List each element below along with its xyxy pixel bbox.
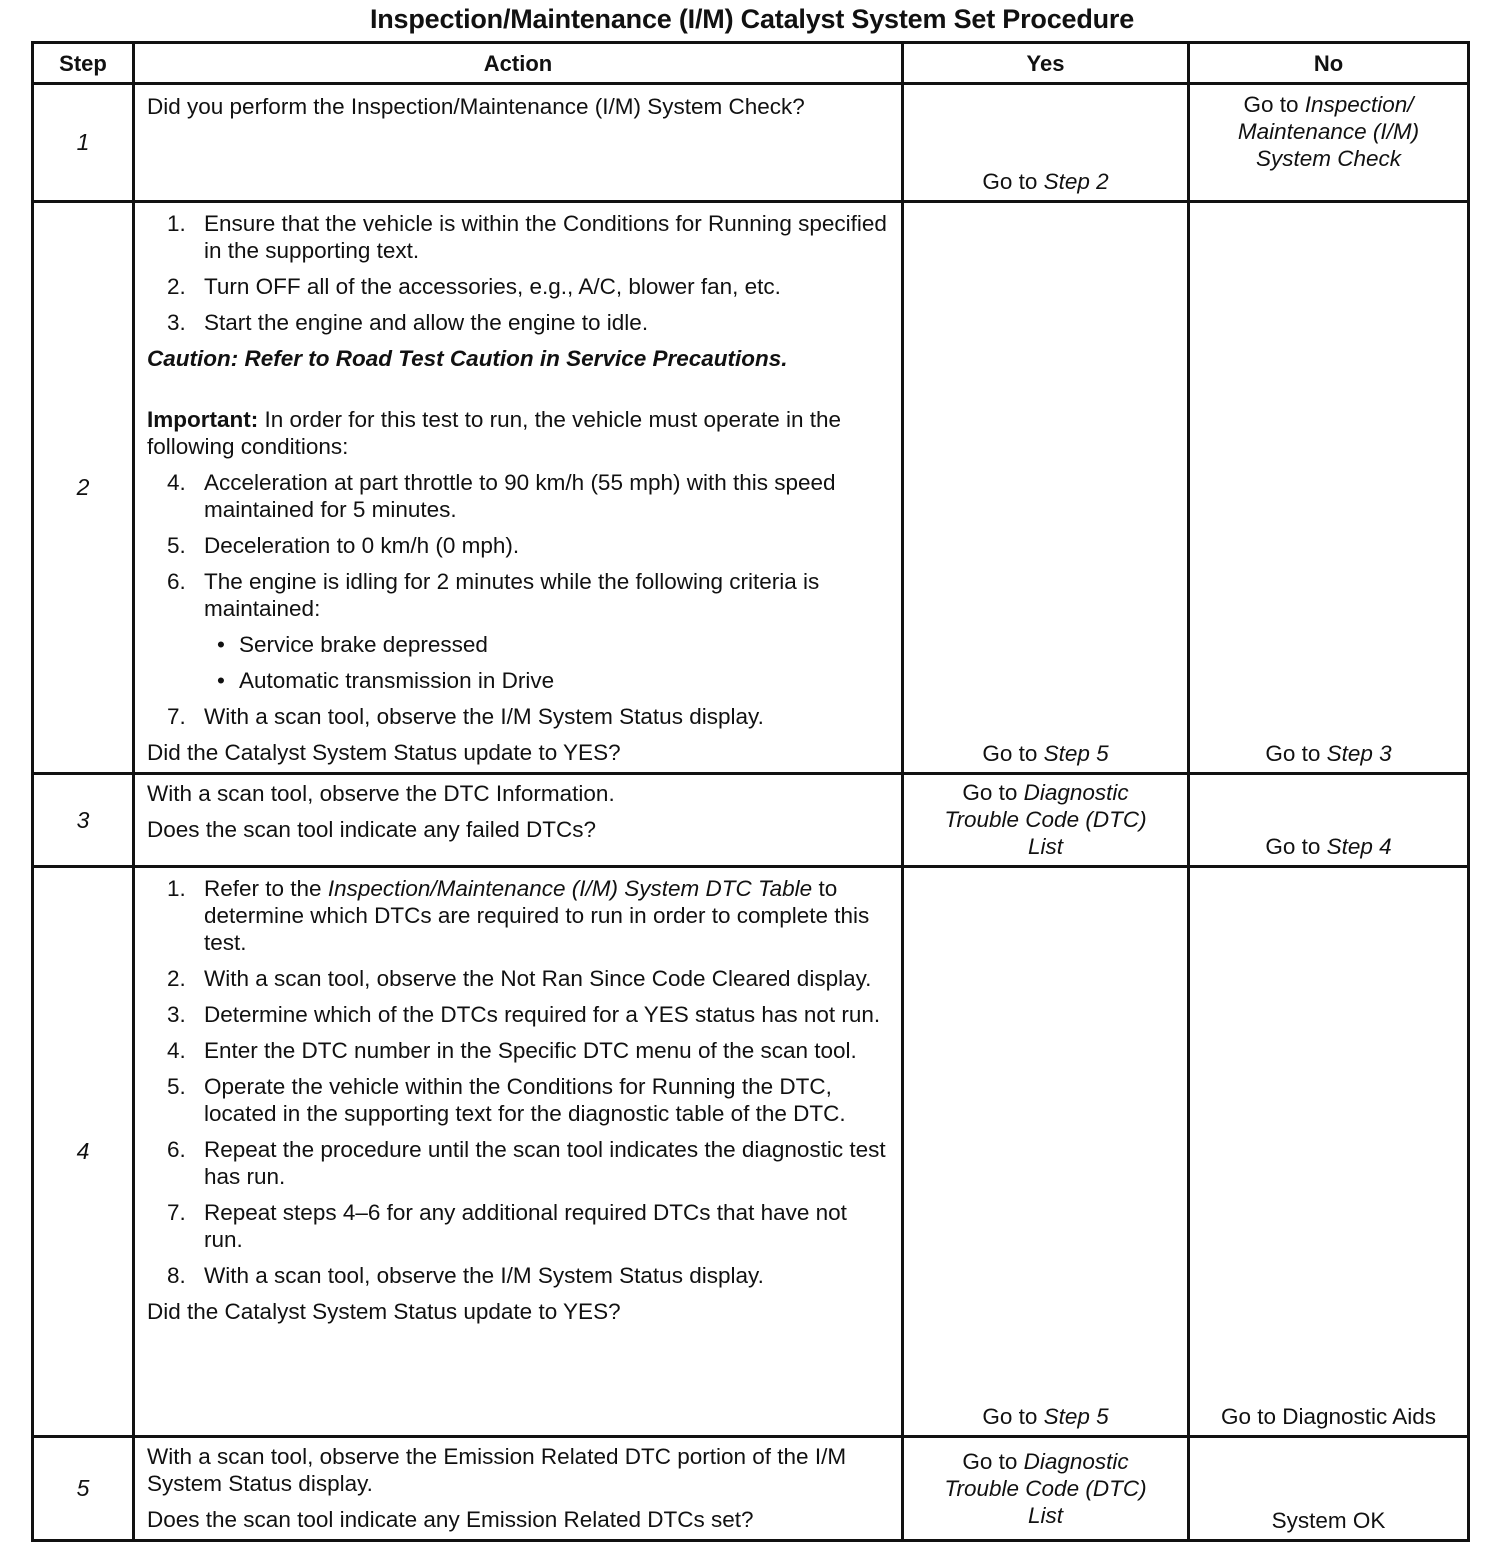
step-row-3 — [33, 774, 1469, 867]
yes-link[interactable]: Step 5 — [1043, 741, 1109, 766]
step-question: Did the Catalyst System Status update to YES? — [147, 740, 621, 765]
bullet-item: • Automatic transmission in Drive — [217, 668, 555, 693]
no-link[interactable]: Inspection/ Maintenance (I/M) System Check — [1237, 92, 1420, 171]
list-item: 2. Turn OFF all of the accessories, e.g., A/C, blower fan, etc. — [167, 274, 781, 299]
action-list — [147, 469, 891, 622]
yes-cell — [903, 867, 1189, 1437]
action-cell — [134, 867, 903, 1437]
no-link[interactable]: Step 4 — [1326, 834, 1392, 859]
list-item: 1. Ensure that the vehicle is within the Conditions for Running specified in the supporting text. — [167, 211, 887, 263]
step-question: Does the scan tool indicate any Emission Related DTCs set? — [147, 1507, 754, 1532]
header-step: Step — [33, 43, 134, 84]
no-link[interactable]: Step 3 — [1326, 741, 1392, 766]
step-number: 4 — [33, 867, 134, 1437]
caution-note: Caution: Refer to Road Test Caution in Service Precautions. — [147, 346, 788, 371]
step-number: 1 — [33, 84, 134, 202]
action-list — [147, 703, 891, 730]
step-row-4 — [33, 867, 1469, 1437]
header-yes: Yes — [903, 43, 1189, 84]
step-question: Did you perform the Inspection/Maintenance (I/M) System Check? — [147, 94, 805, 119]
action-cell — [134, 774, 903, 867]
list-item: 3. Determine which of the DTCs required for a YES status has not run. — [167, 1002, 881, 1027]
yes-prefix: Go to — [962, 780, 1024, 805]
no-prefix: Go to — [1265, 741, 1327, 766]
no-link[interactable]: Go to Diagnostic Aids — [1220, 1404, 1437, 1429]
step-row-2 — [33, 202, 1469, 774]
list-item: 6. The engine is idling for 2 minutes while the following criteria is maintained: — [167, 569, 820, 621]
list-item: 8. With a scan tool, observe the I/M System Status display. — [167, 1263, 764, 1288]
yes-cell — [903, 1437, 1189, 1541]
step-row-5 — [33, 1437, 1469, 1541]
step-instruction: With a scan tool, observe the DTC Information. — [147, 781, 615, 806]
action-list — [147, 210, 891, 336]
bullet-item: • Service brake depressed — [217, 632, 488, 657]
yes-prefix: Go to — [982, 1404, 1044, 1429]
no-result: System OK — [1271, 1508, 1386, 1533]
step-number: 2 — [33, 202, 134, 774]
yes-prefix: Go to — [982, 169, 1044, 194]
important-note: Important: In order for this test to run, the vehicle must operate in the following conditions: — [147, 407, 842, 459]
yes-link[interactable]: Step 5 — [1043, 1404, 1109, 1429]
no-cell — [1189, 84, 1469, 202]
no-cell — [1189, 202, 1469, 774]
step-number: 3 — [33, 774, 134, 867]
yes-link[interactable]: Diagnostic Trouble Code (DTC) List — [944, 780, 1147, 859]
yes-prefix: Go to — [962, 1449, 1024, 1474]
header-no: No — [1189, 43, 1469, 84]
list-item: 3. Start the engine and allow the engine to idle. — [167, 310, 649, 335]
yes-prefix: Go to — [982, 741, 1044, 766]
yes-link[interactable]: Step 2 — [1043, 169, 1109, 194]
no-cell — [1189, 1437, 1469, 1541]
header-row — [33, 43, 1469, 84]
step-number: 5 — [33, 1437, 134, 1541]
yes-cell — [903, 84, 1189, 202]
list-item: 4. Acceleration at part throttle to 90 km/h (55 mph) with this speed maintained for 5 minutes. — [167, 470, 836, 522]
page-title: Inspection/Maintenance (I/M) Catalyst System Set Procedure — [369, 4, 1135, 34]
list-item: 7. With a scan tool, observe the I/M System Status display. — [167, 704, 764, 729]
no-prefix: Go to — [1243, 92, 1305, 117]
procedure-table — [31, 41, 1470, 1542]
yes-cell — [903, 774, 1189, 867]
list-item: 1. Refer to the Inspection/Maintenance (I/M) System DTC Table to determine which DTCs are required to run in order to complete this test. — [167, 876, 870, 955]
step-instruction: With a scan tool, observe the Emission Related DTC portion of the I/M System Status display. — [147, 1444, 847, 1496]
dtc-table-link[interactable]: Inspection/Maintenance (I/M) System DTC Table — [327, 876, 813, 901]
step-question: Did the Catalyst System Status update to YES? — [147, 1299, 621, 1324]
list-item: 7. Repeat steps 4–6 for any additional required DTCs that have not run. — [167, 1200, 847, 1252]
list-item: 6. Repeat the procedure until the scan tool indicates the diagnostic test has run. — [167, 1137, 886, 1189]
no-prefix: Go to — [1265, 834, 1327, 859]
action-cell — [134, 202, 903, 774]
list-item: 4. Enter the DTC number in the Specific DTC menu of the scan tool. — [167, 1038, 857, 1063]
step-question: Does the scan tool indicate any failed DTCs? — [147, 817, 596, 842]
step-row-1 — [33, 84, 1469, 202]
list-item: 5. Operate the vehicle within the Conditions for Running the DTC, located in the supporting text for the diagnostic table of the DTC. — [167, 1074, 846, 1126]
yes-cell — [903, 202, 1189, 774]
action-cell — [134, 1437, 903, 1541]
action-cell — [134, 84, 903, 202]
header-action: Action — [134, 43, 903, 84]
no-cell — [1189, 867, 1469, 1437]
action-list — [147, 875, 891, 1289]
bullet-list — [147, 631, 891, 694]
yes-link[interactable]: Diagnostic Trouble Code (DTC) List — [944, 1449, 1147, 1528]
list-item: 2. With a scan tool, observe the Not Ran Since Code Cleared display. — [167, 966, 872, 991]
list-item: 5. Deceleration to 0 km/h (0 mph). — [167, 533, 520, 558]
no-cell — [1189, 774, 1469, 867]
